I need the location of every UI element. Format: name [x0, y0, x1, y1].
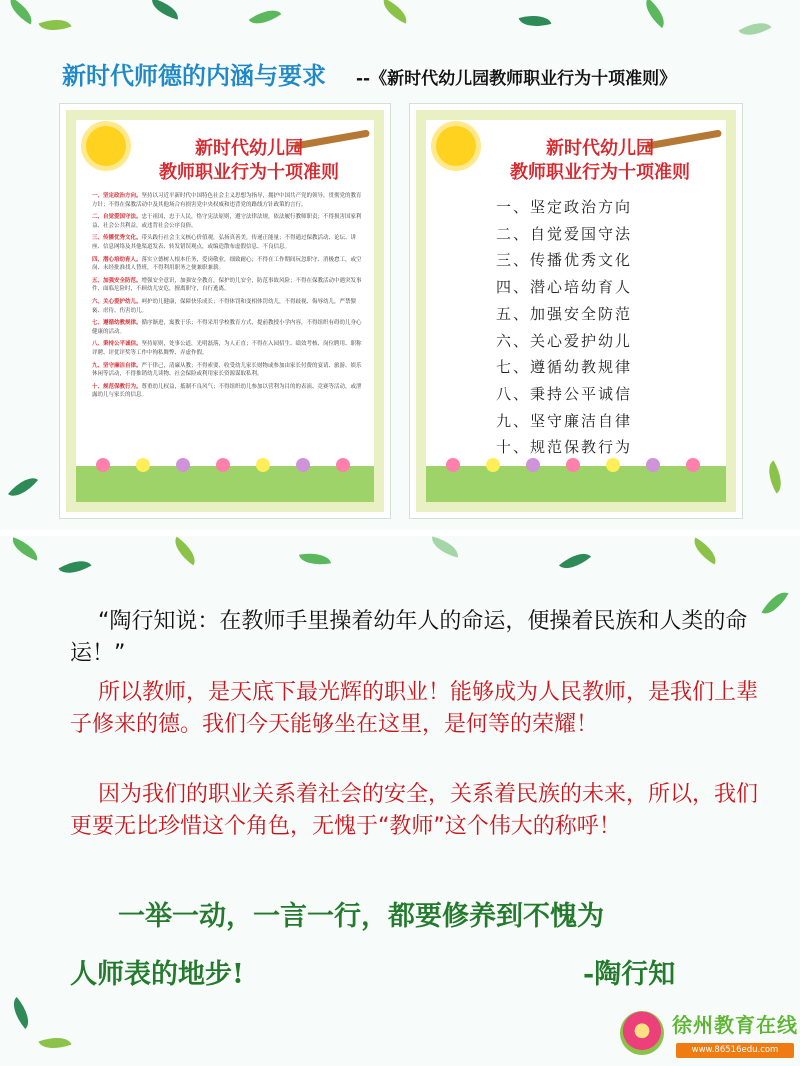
leaf-decoration — [8, 471, 38, 503]
site-logo-icon — [620, 1011, 664, 1055]
leaf-decoration — [519, 10, 552, 31]
rule-item: 七、遵循幼教规律 — [496, 358, 633, 377]
rule-item: 六、关心爱护幼儿 — [496, 331, 633, 350]
flower-border — [76, 466, 374, 502]
rule-detail: 八、秉持公平诚信。坚持原则，处事公道，光明磊落，为人正直；不得在入园招生、绩效考核、岗位聘用、职称评聘、评优评奖等工作中徇私舞弊、弄虚作假。 — [92, 341, 362, 356]
motto-line: 人师表的地步! — [70, 959, 244, 990]
leaf-decoration — [5, 0, 38, 25]
leaf-decoration — [39, 1031, 72, 1054]
leaf-decoration — [761, 587, 788, 620]
leaf-decoration — [739, 15, 772, 42]
poster-subtitle: 教师职业行为十项准则 — [510, 162, 690, 183]
rule-item: 九、坚守廉洁自律 — [496, 411, 633, 430]
rule-detail: 二、自觉爱国守法。忠于祖国，忠于人民，恪守宪法原则，遵守法律法规，依法履行教师职责；不得损害国家利益、社会公共利益，或违背社会公序良俗。 — [92, 214, 362, 229]
watermark-badge — [612, 1003, 800, 1066]
leaf-decoration — [9, 537, 42, 560]
leaf-decoration — [689, 537, 722, 564]
motto-line: 一举一动，一言一行，都要修养到不愧为 — [118, 901, 604, 932]
slide-quote — [0, 536, 800, 1066]
rule-item: 一、坚定政治方向 — [496, 198, 633, 216]
leaf-decoration — [761, 461, 788, 494]
rule-detail: 三、传播优秀文化。带头践行社会主义核心价值观，弘扬真善美，传递正能量；不得通过保教活动、论坛、讲座、信息网络及其他渠道发表、转发错误观点，或编造散布虚假信息、不良信息。 — [92, 235, 357, 250]
leaf-decoration — [39, 13, 72, 36]
leaf-decoration — [149, 0, 182, 20]
flower-border — [426, 466, 726, 502]
poster-title: 新时代幼儿园 — [546, 138, 654, 159]
leaf-decoration — [378, 0, 411, 24]
leaf-decoration — [169, 537, 202, 566]
rule-detail: 十、规范保教行为。尊重幼儿权益，抵制不良风气；不得组织幼儿参加以营利为目的的表演、竞赛等活动，或泄露幼儿与家长的信息。 — [92, 383, 362, 399]
honor-paragraph: 所以教师，是天底下最光辉的职业！能够成为人民教师，是我们上辈子修来的德。我们今天能够坐在这里，是何等的荣耀！ — [70, 680, 759, 737]
slide-subtitle: --《新时代幼儿园教师职业行为十项准则》 — [356, 69, 677, 89]
rule-detail: 一、坚定政治方向。坚持以习近平新时代中国特色社会主义思想为指导，拥护中国共产党的领导，贯彻党的教育方针；不得在保教活动中及其他场合有损害党中央权威和违背党的路线方针政策的言行。 — [92, 193, 362, 208]
watermark-url: www.86516edu.com — [676, 1043, 794, 1058]
leaf-decoration — [6, 997, 36, 1029]
rules-detail-list — [92, 192, 362, 404]
rules-poster-detailed — [60, 104, 390, 518]
responsibility-paragraph: 因为我们的职业关系着社会的安全，关系着民族的未来，所以，我们更要无比珍惜这个角色，无愧于“教师”这个伟大的称呼！ — [70, 782, 759, 839]
poster-subtitle: 教师职业行为十项准则 — [159, 162, 339, 183]
poster-title: 新时代幼儿园 — [195, 138, 303, 159]
leaf-decoration — [559, 546, 591, 576]
rule-detail: 四、潜心培幼育人。落实立德树人根本任务，爱岗敬业，细致耐心；不得在工作期间玩忽职守、消极怠工，或空岗、未经批准找人替班，不得利用职务之便兼职兼薪。 — [92, 256, 362, 272]
sun-icon — [86, 126, 126, 166]
watermark-name: 徐州教育在线 — [672, 1013, 798, 1037]
slide-rules — [0, 0, 800, 530]
rule-item: 二、自觉爱国守法 — [496, 224, 633, 243]
rules-summary-list — [496, 194, 632, 461]
rule-item: 八、秉持公平诚信 — [496, 384, 633, 403]
quote-paragraph: “陶行知说：在教师手里操着幼年人的命运，便操着民族和人类的命运！” — [70, 609, 748, 666]
rule-item: 三、传播优秀文化 — [496, 251, 633, 270]
sun-icon — [436, 126, 476, 166]
rule-item: 四、潜心培幼育人 — [496, 278, 633, 297]
leaf-decoration — [639, 0, 671, 28]
rule-item: 十、规范保教行为 — [496, 438, 633, 457]
motto-author: -陶行知 — [583, 959, 676, 990]
rule-item: 五、加强安全防范 — [496, 304, 633, 323]
rule-detail: 九、坚守廉洁自律。严于律己，清廉从教；不得索要、收受幼儿家长财物或参加由家长付费的宴请、旅游、娱乐休闲等活动，不得推销幼儿读物、社会保险或利用家长资源谋取私利。 — [92, 362, 362, 378]
rule-detail: 五、加强安全防范。增强安全意识，加强安全教育，保护幼儿安全，防范事故风险；不得在保教活动中遇突发事件、面临危险时，不顾幼儿安危，擅离职守，自行逃离。 — [92, 277, 362, 293]
leaf-decoration — [299, 550, 331, 569]
leaf-decoration — [429, 536, 462, 557]
rules-poster-summary — [410, 104, 742, 518]
leaf-decoration — [249, 3, 282, 32]
rule-detail: 七、遵循幼教规律。循序渐进，寓教于乐；不得采用学校教育方式，提前教授小学内容，不得组织有碍幼儿身心健康的活动。 — [92, 320, 362, 335]
leaf-decoration — [59, 553, 92, 580]
rule-detail: 六、关心爱护幼儿。呵护幼儿健康，保障快乐成长；不得体罚和变相体罚幼儿，不得歧视、侮辱幼儿，严禁猥亵、虐待、伤害幼儿。 — [92, 298, 357, 314]
slide-title: 新时代师德的内涵与要求 — [62, 62, 326, 90]
